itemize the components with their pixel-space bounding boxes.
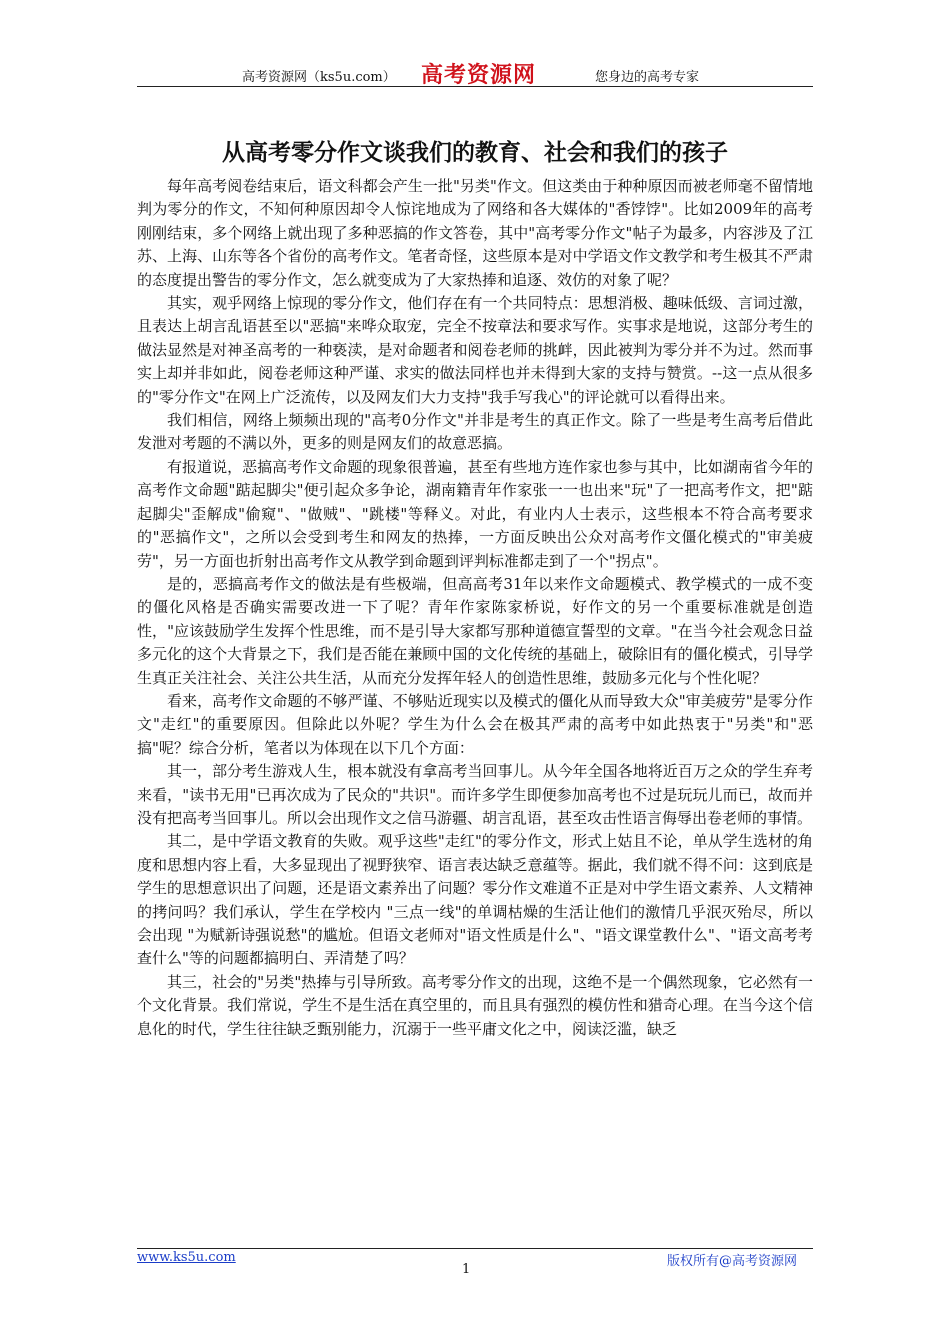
paragraph: 我们相信，网络上频频出现的"高考0分作文"并非是考生的真正作文。除了一些是考生高考后借此发泄对考题的不满以外，更多的则是网友们的故意恶搞。 xyxy=(137,411,813,453)
paragraph: 其一，部分考生游戏人生，根本就没有拿高考当回事儿。从今年全国各地将近百万之众的学生弃考来看，"读书无用"已再次成为了民众的"共识"。而许多学生即便参加高考也不过是玩玩儿而已，故而并没有把高考当回事儿。所以会出现作文之信马游疆、胡言乱语，甚至攻击性语言侮辱出卷老师的事情。 xyxy=(137,762,813,827)
header-site-name: 高考资源网（ks5u.com） xyxy=(242,70,396,85)
paragraph: 是的，恶搞高考作文的做法是有些极端，但高高考31年以来作文命题模式、教学模式的一成不变的僵化风格是否确实需要改进一下了呢？青年作家陈家桥说，好作文的另一个重要标准就是创造性，"应该鼓励学生发挥个性思维，而不是引导大家都写那种道德宣誓型的文章。"在当今社会观念日益多元化的这个大背景之下，我们是否能在兼顾中国的文化传统的基础上，破除旧有的僵化模式，引导学生真正关注社会、关注公共生活，从而充分发挥年轻人的创造性思维，鼓励多元化与个性化呢？ xyxy=(137,574,813,687)
paragraph: 其实，观乎网络上惊现的零分作文，他们存在有一个共同特点：思想消极、趣味低级、言词过激，且表达上胡言乱语甚至以"恶搞"来哗众取宠，完全不按章法和要求写作。实事求是地说，这部分考生的做法显然是对神圣高考的一种亵渎，是对命题者和阅卷老师的挑衅，因此被判为零分并不为过。然而事实上却并非如此，阅卷老师这种严谨、求实的做法同样也并未得到大家的支持与赞赏。--这一点从很多的"零分作文"在网上广泛流传，以及网友们大力支持"我手写我心"的评论就可以看得出来。 xyxy=(137,294,813,406)
paragraph: 每年高考阅卷结束后，语文科都会产生一批"另类"作文。但这类由于种种原因而被老师毫不留情地判为零分的作文，不知何种原因却令人惊诧地成为了网络和各大媒体的"香饽饽"。比如2009年的高考刚刚结束，多个网络上就出现了多种恶搞的作文答卷，其中"高考零分作文"帖子为最多，内容涉及了江苏、上海、山东等各个省份的高考作文。笔者奇怪，这些原本是对中学语文作文教学和考生极其不严肃的态度提出警告的零分作文，怎么就变成为了大家热捧和追逐、效仿的对象了呢？ xyxy=(137,177,813,289)
footer-copyright: 版权所有@高考资源网 xyxy=(667,1254,798,1269)
paragraph: 有报道说，恶搞高考作文命题的现象很普遍，甚至有些地方连作家也参与其中，比如湖南省今年的高考作文命题"踮起脚尖"便引起众多争论，湖南籍青年作家张一一也出来"玩"了一把高考作文，把"踮起脚尖"歪解成"偷窥"、"做贼"、"跳楼"等释义。对此，有业内人士表示，这些根本不符合高考要求的"恶搞作文"，之所以会受到考生和网友的热捧，一方面反映出公众对高考作文僵化模式的"审美疲劳"，另一方面也折射出高考作文从教学到命题到评判标准都走到了一个"拐点"。 xyxy=(137,457,813,570)
paragraph: 看来，高考作文命题的不够严谨、不够贴近现实以及模式的僵化从而导致大众"审美疲劳"是零分作文"走红"的重要原因。但除此以外呢？学生为什么会在极其严肃的高考中如此热衷于"另类"和"恶搞"呢？综合分析，笔者以为体现在以下几个方面： xyxy=(137,691,813,757)
page-header xyxy=(137,58,813,88)
article-body xyxy=(137,175,813,1041)
footer-link[interactable]: www.ks5u.com xyxy=(137,1250,236,1265)
page-number: 1 xyxy=(462,1262,471,1277)
paragraph: 其三，社会的"另类"热捧与引导所致。高考零分作文的出现，这绝不是一个偶然现象，它必然有一个文化背景。我们常说，学生不是生活在真空里的，而且具有强烈的模仿性和猎奇心理。在当今这个信息化的时代，学生往往缺乏甄别能力，沉溺于一些平庸文化之中，阅读泛滥，缺乏 xyxy=(137,972,813,1038)
footer-divider xyxy=(137,1248,813,1249)
header-slogan: 您身边的高考专家 xyxy=(595,70,700,85)
header-divider xyxy=(137,86,813,87)
article-title: 从高考零分作文谈我们的教育、社会和我们的孩子 xyxy=(222,140,728,166)
header-logo: 高考资源网 xyxy=(421,63,537,88)
paragraph: 其二，是中学语文教育的失败。观乎这些"走红"的零分作文，形式上姑且不论，单从学生选材的角度和思想内容上看，大多显现出了视野狭窄、语言表达缺乏意蕴等。据此，我们就不得不问：这到底是学生的思想意识出了问题，还是语文素养出了问题？零分作文难道不正是对中学生语文素养、人文精神的拷问吗？我们承认，学生在学校内 "三点一线"的单调枯燥的生活让他们的激情几乎泯灭殆尽，所以会出现 "为赋新诗强说愁"的尴尬。但语文老师对"语文性质是什么"、"语文课堂教什么"、"语文高考考查什么"等的问题都搞明白、弄清楚了吗？ xyxy=(137,832,813,968)
